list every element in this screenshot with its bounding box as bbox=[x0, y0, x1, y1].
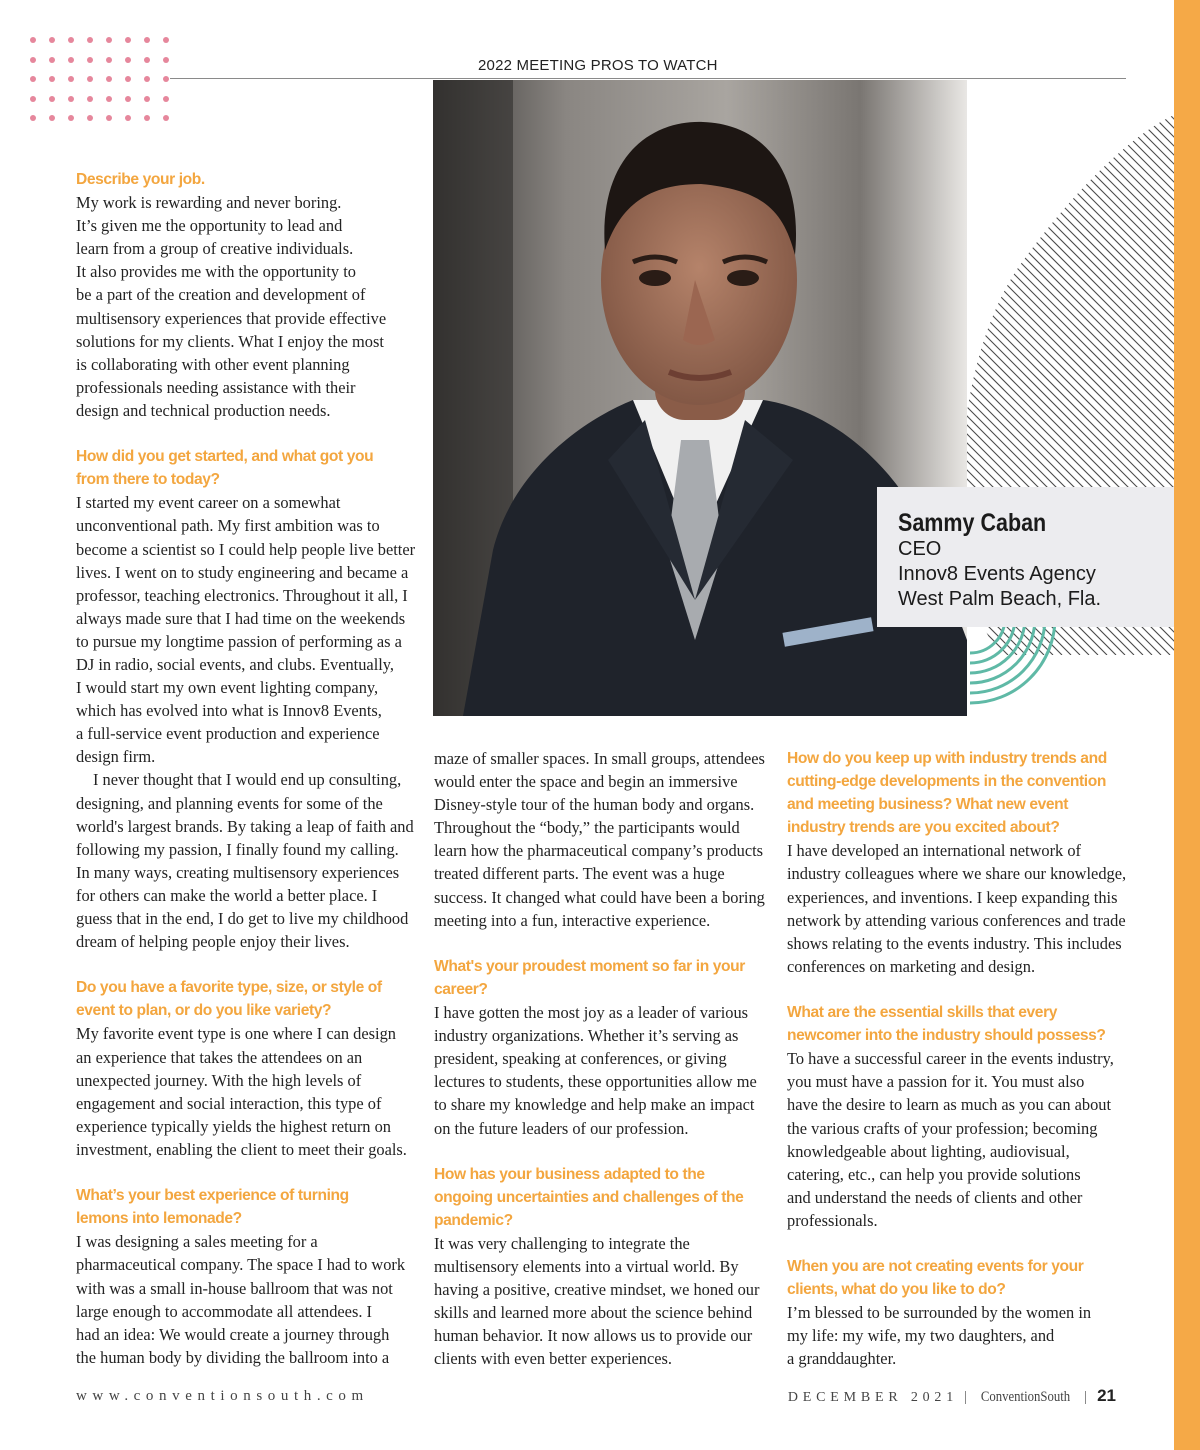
answer-text-line: the various crafts of your profession; becoming bbox=[787, 1118, 1098, 1138]
answer-text-line: had an idea: We would create a journey through bbox=[76, 1324, 390, 1344]
answer-text-line: To have a successful career in the events industry, bbox=[787, 1049, 1114, 1069]
question-heading-line: lemons into lemonade? bbox=[76, 1210, 242, 1228]
decorative-dot bbox=[144, 96, 150, 102]
answer-text-line: shows relating to the events industry. This includes bbox=[787, 933, 1122, 953]
answer-text-line: I would start my own event lighting company, bbox=[76, 678, 379, 698]
answer-text-line: I’m blessed to be surrounded by the women in bbox=[787, 1303, 1092, 1323]
answer-text-line: I started my event career on a somewhat bbox=[76, 493, 341, 513]
profile-company: Innov8 Events Agency bbox=[898, 563, 1096, 585]
decorative-dot bbox=[87, 96, 93, 102]
question-heading-line: and meeting business? What new event bbox=[787, 796, 1069, 814]
answer-text-line: industry colleagues where we share our knowledge, bbox=[787, 864, 1127, 884]
decorative-dot bbox=[163, 96, 169, 102]
answer-text-line: My favorite event type is one where I can design bbox=[76, 1024, 396, 1044]
answer-text-line: unconventional path. My first ambition was to bbox=[76, 516, 380, 536]
answer-text-line: the human body by dividing the ballroom into a bbox=[76, 1347, 390, 1367]
question-heading-line: newcomer into the industry should possess? bbox=[787, 1027, 1106, 1045]
answer-text-line: I never thought that I would end up consulting, bbox=[93, 770, 402, 790]
decorative-dot bbox=[106, 37, 112, 43]
decorative-dot bbox=[106, 115, 112, 121]
answer-text-line: treated different parts. The event was a huge bbox=[434, 864, 725, 884]
footer-website: www.conventionsouth.com bbox=[76, 1388, 369, 1404]
decorative-dot bbox=[144, 115, 150, 121]
profile-name-card bbox=[877, 487, 1174, 627]
answer-text-line: learn how the pharmaceutical company’s products bbox=[434, 841, 764, 861]
profile-title: CEO bbox=[898, 538, 942, 560]
answer-text-line: maze of smaller spaces. In small groups, attendees bbox=[434, 749, 765, 768]
answer-text-line: and understand the needs of clients and other bbox=[787, 1187, 1083, 1207]
answer-text-line: president, speaking at conferences, or giving bbox=[434, 1049, 727, 1069]
decorative-dot bbox=[49, 57, 55, 63]
question-heading-line: event to plan, or do you like variety? bbox=[76, 1002, 332, 1020]
decorative-dot bbox=[68, 115, 74, 121]
answer-text-line: engagement and social interaction, this type of bbox=[76, 1093, 382, 1113]
answer-text-line: become a scientist so I could help people live better bbox=[76, 539, 416, 559]
decorative-dot bbox=[87, 37, 93, 43]
decorative-dot bbox=[49, 76, 55, 82]
answer-text-line: clients with even better experiences. bbox=[434, 1349, 673, 1369]
decorative-dot bbox=[144, 76, 150, 82]
decorative-dot bbox=[125, 37, 131, 43]
answer-text-line: Disney-style tour of the human body and organs. bbox=[434, 795, 755, 815]
decorative-dot bbox=[68, 96, 74, 102]
decorative-dot bbox=[68, 37, 74, 43]
footer-publication: ConventionSouth bbox=[980, 1389, 1071, 1405]
answer-text-line: large enough to accommodate all attendees. I bbox=[76, 1301, 372, 1321]
answer-text-line: unexpected journey. With the high levels of bbox=[76, 1070, 362, 1090]
decorative-dot bbox=[163, 115, 169, 121]
question-heading-line: from there to today? bbox=[76, 471, 220, 489]
answer-text-line: a full-service event production and experience bbox=[76, 724, 380, 744]
question-heading-line: Do you have a favorite type, size, or style of bbox=[76, 979, 382, 997]
answer-text-line: which has evolved into what is Innov8 Events, bbox=[76, 701, 382, 721]
question-heading-line: clients, what do you like to do? bbox=[787, 1281, 1006, 1299]
question-heading-line: pandemic? bbox=[434, 1211, 513, 1229]
decorative-dot bbox=[106, 96, 112, 102]
answer-text-line: pharmaceutical company. The space I had to work bbox=[76, 1255, 406, 1275]
question-heading-line: What are the essential skills that every bbox=[787, 1004, 1058, 1022]
answer-text-line: catering, etc., can help you provide solutions bbox=[787, 1164, 1081, 1184]
answer-text-line: would enter the space and begin an immersive bbox=[434, 772, 738, 792]
running-header bbox=[170, 57, 1126, 79]
decorative-dot bbox=[49, 115, 55, 121]
answer-text-line: human behavior. It now allows us to provide our bbox=[434, 1326, 753, 1346]
decorative-dot bbox=[144, 57, 150, 63]
decorative-dot bbox=[87, 115, 93, 121]
answer-text-line: always made sure that I had time on the weekends bbox=[76, 608, 406, 628]
decorative-dot bbox=[49, 96, 55, 102]
decorative-dot bbox=[30, 57, 36, 63]
decorative-dot bbox=[106, 76, 112, 82]
decorative-dot bbox=[30, 37, 36, 43]
answer-text-line: having a positive, creative mindset, we honed our bbox=[434, 1280, 760, 1300]
question-heading-line: Describe your job. bbox=[76, 171, 205, 188]
decorative-dot bbox=[68, 76, 74, 82]
question-heading-line: How do you keep up with industry trends and bbox=[787, 750, 1107, 767]
question-heading-line: How did you get started, and what got you bbox=[76, 448, 374, 466]
answer-text-line: skills and learned more about the science behind bbox=[434, 1303, 753, 1323]
question-heading-line: ongoing uncertainties and challenges of the bbox=[434, 1188, 744, 1206]
article-column-1 bbox=[76, 168, 422, 1369]
paragraph-gap bbox=[76, 1161, 422, 1184]
question-heading-line: What’s your best experience of turning bbox=[76, 1187, 349, 1205]
article-column-2 bbox=[434, 747, 770, 1371]
decorative-dot bbox=[163, 76, 169, 82]
answer-text-line: dream of helping people enjoy their lives. bbox=[76, 932, 350, 952]
answer-text-line: It was very challenging to integrate the bbox=[434, 1233, 690, 1253]
decorative-dot bbox=[144, 37, 150, 43]
decorative-dot bbox=[125, 76, 131, 82]
answer-text-line: design firm. bbox=[76, 747, 156, 767]
answer-text-line: I have gotten the most joy as a leader of various bbox=[434, 1003, 749, 1023]
footer-page-number: 21 bbox=[1097, 1386, 1116, 1405]
answer-text-line: to share my knowledge and help make an impact bbox=[434, 1095, 755, 1115]
answer-text-line: It also provides me with the opportunity to bbox=[76, 262, 356, 282]
answer-text-line: Throughout the “body,” the participants would bbox=[434, 818, 740, 838]
paragraph-gap bbox=[787, 1232, 1132, 1255]
answer-text-line: professionals needing assistance with their bbox=[76, 377, 356, 397]
paragraph-gap bbox=[434, 932, 770, 955]
decorative-dot-grid bbox=[30, 37, 180, 127]
profile-location: West Palm Beach, Fla. bbox=[898, 588, 1102, 610]
question-heading-line: When you are not creating events for your bbox=[787, 1258, 1084, 1276]
answer-text-line: on the future leaders of our profession. bbox=[434, 1118, 689, 1138]
answer-text-line: world's largest brands. By taking a leap of faith and bbox=[76, 816, 414, 836]
decorative-dot bbox=[30, 76, 36, 82]
paragraph-gap bbox=[434, 1140, 770, 1163]
answer-text-line: professor, teaching electronics. Throughout it all, I bbox=[76, 585, 408, 605]
answer-text-line: guess that in the end, I do get to live my childhood bbox=[76, 909, 409, 928]
answer-text-line: have the desire to learn as much as you can about bbox=[787, 1095, 1112, 1115]
question-heading-line: How has your business adapted to the bbox=[434, 1165, 705, 1183]
decorative-dot bbox=[125, 57, 131, 63]
answer-text-line: I have developed an international network of bbox=[787, 841, 1082, 861]
question-heading-line: What's your proudest moment so far in your bbox=[434, 957, 745, 975]
answer-text-line: I was designing a sales meeting for a bbox=[76, 1232, 318, 1252]
answer-text-line: My work is rewarding and never boring. bbox=[76, 193, 342, 213]
orange-edge-bar bbox=[1174, 0, 1200, 1450]
decorative-dot bbox=[49, 37, 55, 43]
answer-text-line: professionals. bbox=[787, 1210, 878, 1230]
answer-text-line: lectures to students, these opportunities allow me bbox=[434, 1072, 757, 1092]
answer-text-line: knowledgeable about lighting, audiovisual, bbox=[787, 1141, 1070, 1161]
answer-text-line: a granddaughter. bbox=[787, 1349, 897, 1369]
answer-text-line: multisensory elements into a virtual world. By bbox=[434, 1257, 739, 1277]
answer-text-line: experiences, and inventions. I keep expanding this bbox=[787, 887, 1118, 907]
answer-text-line: industry organizations. Whether it’s serving as bbox=[434, 1026, 739, 1046]
decorative-dot bbox=[68, 57, 74, 63]
answer-text-line: solutions for my clients. What I enjoy the most bbox=[76, 331, 384, 351]
answer-text-line: experience typically yields the highest return on bbox=[76, 1116, 391, 1136]
answer-text-line: following my passion, I finally found my calling. bbox=[76, 839, 399, 859]
decorative-dot bbox=[163, 37, 169, 43]
answer-text-line: meeting into a fun, interactive experience. bbox=[434, 910, 711, 930]
decorative-dot bbox=[106, 57, 112, 63]
answer-text-line: design and technical production needs. bbox=[76, 400, 331, 420]
answer-text-line: success. It changed what could have been a boring bbox=[434, 887, 765, 907]
answer-text-line: an experience that takes the attendees on an bbox=[76, 1047, 363, 1067]
answer-text-line: be a part of the creation and development of bbox=[76, 285, 366, 305]
decorative-dot bbox=[125, 96, 131, 102]
answer-text-line: investment, enabling the client to meet their goals. bbox=[76, 1139, 407, 1159]
decorative-dot bbox=[125, 115, 131, 121]
paragraph-gap bbox=[76, 953, 422, 976]
answer-text-line: multisensory experiences that provide effective bbox=[76, 308, 387, 328]
profile-name: Sammy Caban bbox=[898, 509, 1047, 537]
answer-text-line: my life: my wife, my two daughters, and bbox=[787, 1326, 1055, 1346]
paragraph-gap bbox=[76, 422, 422, 445]
answer-text-line: network by attending various conferences and trade bbox=[787, 910, 1126, 930]
answer-text-line: lives. I went on to study engineering and became a bbox=[76, 562, 409, 582]
decorative-dot bbox=[30, 115, 36, 121]
decorative-dot bbox=[163, 57, 169, 63]
answer-text-line: conferences on marketing and design. bbox=[787, 956, 1036, 976]
answer-text-line: learn from a group of creative individuals. bbox=[76, 239, 354, 259]
question-heading-line: cutting-edge developments in the convention bbox=[787, 773, 1106, 791]
answer-text-line: It’s given me the opportunity to lead and bbox=[76, 216, 343, 236]
footer-folio: DECEMBER 2021 | ConventionSouth | 21 bbox=[787, 1386, 1116, 1405]
article-column-3 bbox=[787, 747, 1132, 1371]
answer-text-line: with was a small in-house ballroom that was not bbox=[76, 1278, 393, 1298]
question-heading-line: career? bbox=[434, 980, 488, 998]
running-header-title: 2022 MEETING PROS TO WATCH bbox=[478, 57, 718, 74]
decorative-dot bbox=[87, 57, 93, 63]
answer-text-line: is collaborating with other event planning bbox=[76, 354, 350, 374]
question-heading-line: industry trends are you excited about? bbox=[787, 819, 1060, 837]
decorative-dot bbox=[30, 96, 36, 102]
paragraph-gap bbox=[787, 978, 1132, 1001]
footer-month: DECEMBER 2021 bbox=[787, 1390, 959, 1405]
answer-text-line: designing, and planning events for some of the bbox=[76, 793, 383, 813]
answer-text-line: In many ways, creating multisensory experiences bbox=[76, 862, 400, 882]
decorative-dot bbox=[87, 76, 93, 82]
answer-text-line: DJ in radio, social events, and clubs. Eventually, bbox=[76, 654, 395, 674]
answer-text-line: to pursue my longtime passion of performing as a bbox=[76, 631, 402, 651]
answer-text-line: for others can make the world a better place. I bbox=[76, 885, 378, 905]
answer-text-line: you must have a passion for it. You must also bbox=[787, 1072, 1085, 1092]
